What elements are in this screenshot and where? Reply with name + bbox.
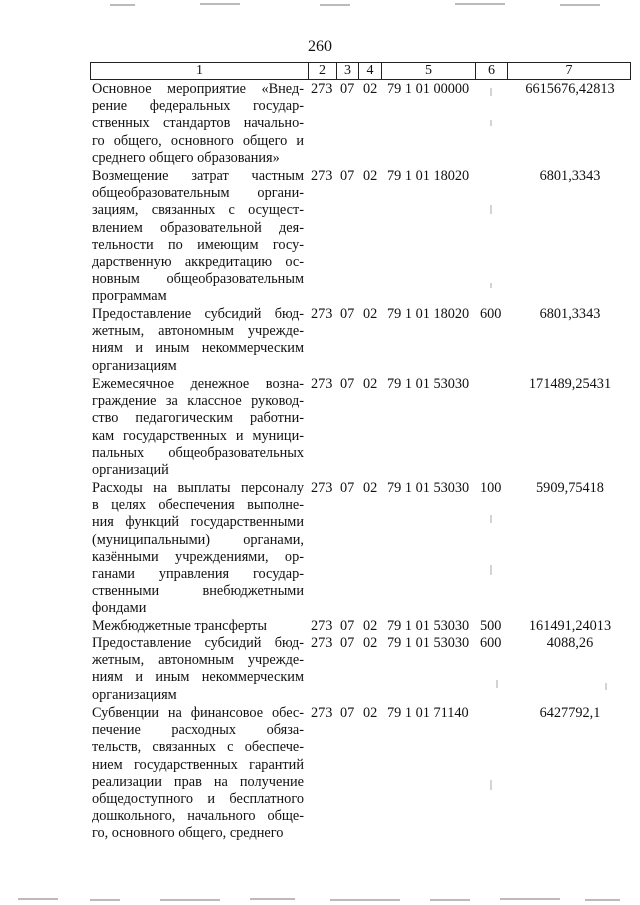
description-line: Субвенции на финансовое обес- [92, 705, 304, 721]
cell-c3: 07 [340, 705, 355, 721]
description-line: ниям и иным некоммерческим [92, 669, 304, 686]
header-col-2: 2 [308, 63, 336, 79]
description-line: ственными внебюджетными [92, 583, 304, 600]
row-description [92, 168, 304, 306]
description-line: ганами управления государ- [92, 566, 304, 583]
description-line: Предоставление субсидий бюд- [92, 306, 304, 322]
description-line: влением образовательной дея- [92, 219, 304, 236]
description-line: жетным, автономным учрежде- [92, 323, 304, 340]
description-line: Основное мероприятие «Внед- [92, 81, 304, 97]
description-line: фондами [92, 600, 147, 617]
description-line: дарственную аккредитацию ос- [92, 254, 304, 271]
cell-c5: 79 1 01 53030 [387, 480, 470, 496]
description-line: нием государственных гарантий [92, 756, 304, 773]
cell-c2: 273 [311, 705, 333, 721]
cell-c7: 6427792,1 [539, 705, 601, 721]
cell-c2: 273 [311, 635, 333, 651]
cell-c3: 07 [340, 618, 355, 634]
description-line: го общего, основного общего и [92, 132, 304, 149]
description-line: кам государственных и муници- [92, 427, 304, 444]
description-line: Расходы на выплаты персоналу [92, 480, 304, 496]
description-line: тельств, связанных с обеспече- [92, 739, 304, 756]
cell-c5: 79 1 01 18020 [387, 306, 470, 322]
description-line: ство педагогическим работни- [92, 410, 304, 427]
cell-c3: 07 [340, 376, 355, 392]
header-col-7: 7 [507, 63, 630, 79]
row-description [92, 306, 304, 375]
cell-c7: 6615676,42813 [525, 81, 615, 97]
cell-c7: 171489,25431 [528, 376, 612, 392]
cell-c5: 79 1 01 00000 [387, 81, 470, 97]
cell-c3: 07 [340, 306, 355, 322]
cell-c4: 02 [363, 635, 378, 651]
cell-c5: 79 1 01 53030 [387, 618, 470, 634]
cell-c6: 500 [480, 618, 502, 634]
cell-c2: 273 [311, 618, 333, 634]
cell-c5: 79 1 01 53030 [387, 635, 470, 651]
description-line: организаций [92, 462, 169, 479]
cell-c2: 273 [311, 168, 333, 184]
cell-c4: 02 [363, 306, 378, 322]
description-line: организациям [92, 686, 177, 703]
row-description [92, 376, 304, 479]
description-line: го, основного общего, среднего [92, 825, 284, 842]
description-line: пальных общеобразовательных [92, 444, 304, 461]
description-line: ния функций государственными [92, 514, 304, 531]
row-description [92, 618, 304, 635]
cell-c7: 6801,3343 [539, 306, 601, 322]
description-line: граждение за классное руковод- [92, 393, 304, 410]
description-line: новным общеобразовательным [92, 271, 304, 288]
cell-c3: 07 [340, 480, 355, 496]
cell-c6: 600 [480, 306, 502, 322]
description-line: зациям, связанных с осущест- [92, 202, 304, 219]
description-line: программам [92, 288, 167, 305]
header-col-1: 1 [196, 63, 203, 78]
row-description [92, 705, 304, 843]
description-line: организациям [92, 357, 177, 374]
cell-c2: 273 [311, 376, 333, 392]
cell-c5: 79 1 01 18020 [387, 168, 470, 184]
cell-c2: 273 [311, 480, 333, 496]
description-line: печение расходных обяза- [92, 722, 304, 739]
description-line: Межбюджетные трансферты [92, 618, 268, 634]
cell-c4: 02 [363, 376, 378, 392]
description-line: общедоступного и бесплатного [92, 791, 304, 808]
cell-c2: 273 [311, 306, 333, 322]
cell-c5: 79 1 01 71140 [387, 705, 469, 721]
description-line: жетным, автономным учрежде- [92, 652, 304, 669]
cell-c3: 07 [340, 81, 355, 97]
cell-c2: 273 [311, 81, 333, 97]
description-line: общеобразовательным органи- [92, 185, 304, 202]
cell-c4: 02 [363, 705, 378, 721]
row-description [92, 480, 304, 618]
cell-c5: 79 1 01 53030 [387, 376, 470, 392]
row-description [92, 635, 304, 704]
header-col-3: 3 [336, 63, 358, 79]
description-line: казёнными учреждениями, ор- [92, 548, 304, 565]
cell-c4: 02 [363, 480, 378, 496]
description-line: среднего общего образования» [92, 149, 280, 166]
description-line: рение федеральных государ- [92, 98, 304, 115]
description-line: дошкольного, начального обще- [92, 808, 304, 825]
cell-c7: 5909,75418 [536, 480, 604, 496]
cell-c4: 02 [363, 618, 378, 634]
description-line: реализации прав на получение [92, 773, 304, 790]
description-line: Предоставление субсидий бюд- [92, 635, 304, 651]
description-line: Возмещение затрат частным [92, 168, 304, 184]
description-line: тельности по имеющим госу- [92, 236, 304, 253]
cell-c7: 6801,3343 [539, 168, 601, 184]
cell-c7: 161491,24013 [528, 618, 612, 634]
description-line: в целях обеспечения выполне- [92, 497, 304, 514]
cell-c6: 100 [480, 480, 502, 496]
description-line: ственных стандартов начально- [92, 115, 304, 132]
cell-c3: 07 [340, 168, 355, 184]
description-line: Ежемесячное денежное возна- [92, 376, 304, 392]
cell-c4: 02 [363, 81, 378, 97]
description-line: ниям и иным некоммерческим [92, 340, 304, 357]
cell-c3: 07 [340, 635, 355, 651]
header-col-6: 6 [475, 63, 507, 79]
row-description [92, 81, 304, 167]
cell-c6: 600 [480, 635, 502, 651]
header-col-5: 5 [381, 63, 475, 79]
cell-c4: 02 [363, 168, 378, 184]
cell-c7: 4088,26 [546, 635, 594, 651]
table-header [90, 62, 631, 80]
page-number: 260 [308, 38, 332, 55]
header-col-4: 4 [358, 63, 381, 79]
description-line: (муниципальными) органами, [92, 531, 304, 548]
